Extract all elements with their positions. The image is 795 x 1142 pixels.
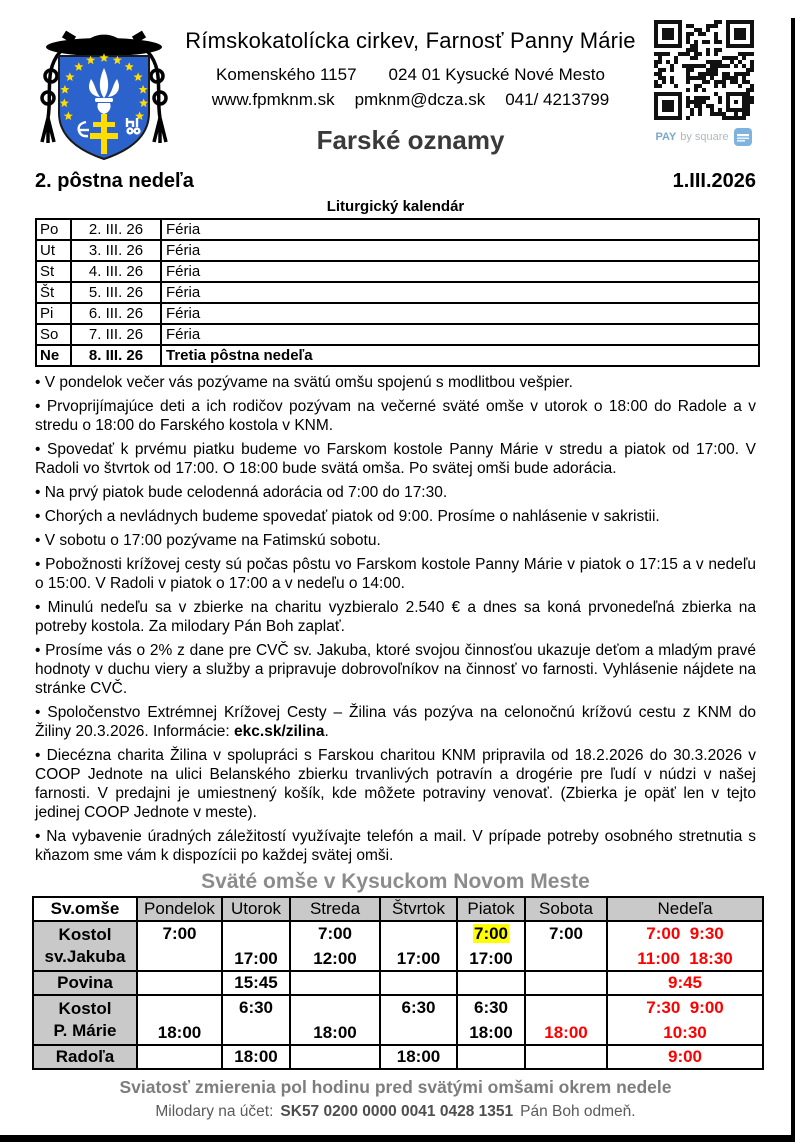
mass-col-header: Sv.omše — [33, 897, 137, 921]
announcement: • V pondelok večer vás pozývame na svätú omšu spojenú s modlitbou vešpier. — [35, 374, 573, 391]
calendar-day: Po — [36, 219, 71, 240]
calendar-feast: Féria — [161, 219, 759, 240]
calendar-title: Liturgický kalendár — [326, 198, 465, 215]
highlighted-time: 7:00 — [473, 924, 509, 943]
calendar-row — [36, 303, 759, 324]
liturgical-calendar-table — [35, 218, 760, 367]
calendar-feast: Féria — [161, 303, 759, 324]
bulletin-title: Farské oznamy — [316, 125, 505, 155]
calendar-day: St — [36, 261, 71, 282]
announcement-text: • Spoločenstvo Extrémnej Krížovej Cesty – Žilina vás pozýva na celonočnú krížovú cestu z KNM do Žiliny 20.3.2026. Informácie: — [35, 704, 756, 740]
calendar-date: 7. III. 26 — [71, 324, 161, 345]
calendar-day: Pi — [36, 303, 71, 324]
mass-col-header: Streda — [290, 897, 380, 921]
city: 024 01 Kysucké Nové Mesto — [388, 65, 605, 84]
mass-time-cell-highlighted: 7:00 17:00 — [457, 921, 525, 971]
mass-row-jakub — [33, 921, 763, 971]
mass-row-povina — [33, 971, 763, 995]
calendar-feast: Féria — [161, 240, 759, 261]
mass-time-cell — [380, 971, 457, 995]
mass-time-cell — [290, 1045, 380, 1069]
mass-time-cell: 7:00 — [137, 921, 222, 971]
announcement-text: . — [324, 723, 329, 740]
calendar-row — [36, 282, 759, 303]
mass-row-label: Povina — [33, 971, 137, 995]
announcement: • V sobotu o 17:00 pozývame na Fatimskú sobotu. — [35, 532, 381, 549]
mass-time-cell: 15:45 — [222, 971, 290, 995]
announcement — [35, 703, 756, 741]
announcement: • Diecézna charita Žilina v spolupráci s Farskou charitou KNM pripravila od 18.2.2026 do 30.3.2026 v COOP Jednote na ulici Belanského zbierku trvanlivých potravín a drogérie pre ľudí v núdzi v našej farnosti. V predajni je umiestnený košík, kde môžete potraviny venovať. (Zbierka je opäť len v tejto jedinej COOP Jednote v meste). — [35, 747, 756, 821]
mass-schedule-table — [32, 896, 764, 1070]
announcements — [35, 373, 756, 865]
mass-time-cell — [525, 1045, 607, 1069]
calendar-feast: Féria — [161, 282, 759, 303]
calendar-feast: Féria — [161, 324, 759, 345]
pay-label-bold: PAY — [655, 131, 677, 143]
mass-col-header: Sobota — [525, 897, 607, 921]
calendar-date: 2. III. 26 — [71, 219, 161, 240]
mass-row-label: Kostol P. Márie — [33, 995, 137, 1045]
parish-coat-of-arms — [33, 18, 175, 168]
donation-suffix: Pán Boh odmeň. — [520, 1103, 636, 1120]
pay-card-icon — [733, 127, 753, 147]
announcement: • Na vybavenie úradných záležitostí využívajte telefón a mail. V prípade potreby osobného stretnutia s kňazom sme vám k dispozícii po každej svätej omši. — [35, 828, 756, 864]
mass-schedule-title: Sväté omše v Kysuckom Novom Meste — [201, 870, 590, 893]
donation-line — [35, 1103, 756, 1121]
announcement: • Prvoprijímajúce deti a ich rodičov pozývam na večerné sväté omše v utorok o 18:00 do Radole a v stredu o 18:00 do Farského kostola v KNM. — [35, 398, 756, 434]
calendar-date: 4. III. 26 — [71, 261, 161, 282]
mass-time-cell: 6:30 — [380, 995, 457, 1045]
calendar-day: So — [36, 324, 71, 345]
mass-row-radola — [33, 1045, 763, 1069]
mass-time-cell: 18:00 — [137, 995, 222, 1045]
calendar-day: Št — [36, 282, 71, 303]
mass-row-label: Radoľa — [33, 1045, 137, 1069]
mass-time-cell-sunday: 7:00 9:30 11:00 18:30 — [607, 921, 763, 971]
calendar-day: Ut — [36, 240, 71, 261]
mass-time-cell — [137, 1045, 222, 1069]
pay-by-square-block — [652, 20, 756, 147]
org-contacts — [183, 90, 638, 110]
calendar-row — [36, 219, 759, 240]
mass-time-cell: 18:00 — [222, 1045, 290, 1069]
calendar-row-sunday — [36, 345, 759, 366]
mass-time-cell-sunday: 9:00 — [607, 1045, 763, 1069]
phone: 041/ 4213799 — [505, 90, 610, 109]
calendar-feast: Tretia pôstna nedeľa — [161, 345, 759, 366]
mass-row-marie — [33, 995, 763, 1045]
header — [35, 18, 756, 170]
calendar-date: 6. III. 26 — [71, 303, 161, 324]
org-name: Rímskokatolícka cirkev, Farnosť Panny Márie — [185, 28, 636, 53]
street: Komenského 1157 — [216, 65, 357, 84]
mass-time-cell — [525, 971, 607, 995]
donation-label: Milodary na účet: — [155, 1103, 274, 1120]
calendar-feast: Féria — [161, 261, 759, 282]
mass-time-cell — [137, 971, 222, 995]
pay-label-rest: by square — [680, 131, 729, 143]
iban: SK57 0200 0000 0041 0428 1351 — [280, 1103, 514, 1120]
mass-col-header: Piatok — [457, 897, 525, 921]
announcement: • Na prvý piatok bude celodenná adorácia od 7:00 do 17:30. — [35, 484, 448, 501]
pay-by-square-label — [652, 127, 756, 147]
announcement: • Chorých a nevládnych budeme spovedať piatok od 9:00. Prosíme o nahlásenie v sakristii. — [35, 508, 660, 525]
mass-time-cell — [290, 971, 380, 995]
calendar-row — [36, 261, 759, 282]
calendar-row — [36, 240, 759, 261]
qr-code — [652, 20, 756, 120]
mass-header-row — [33, 897, 763, 921]
website: www.fpmknm.sk — [211, 90, 335, 109]
mass-time-cell-sunday: 7:30 9:00 10:30 — [607, 995, 763, 1045]
mass-time-cell: 17:00 — [380, 921, 457, 971]
mass-time-cell: 6:30 — [222, 995, 290, 1045]
bulletin-date: 1.III.2026 — [672, 170, 756, 192]
mass-col-header: Utorok — [222, 897, 290, 921]
mass-time-cell: 18:00 — [525, 995, 607, 1045]
mass-time-cell: 18:00 — [380, 1045, 457, 1069]
sunday-name: 2. pôstna nedeľa — [35, 170, 194, 192]
mass-time-cell: 7:00 — [525, 921, 607, 971]
mass-time-cell: 7:00 12:00 — [290, 921, 380, 971]
coat-of-arms-graphic — [33, 18, 175, 168]
mass-time-cell — [457, 971, 525, 995]
announcement: • Minulú nedeľu sa v zbierke na charitu vyzbieralo 2.540 € a dnes sa koná prvonedeľná zbierka na potreby kostola. Za milodary Pán Boh zaplať. — [35, 599, 756, 635]
mass-time-cell: 6:30 18:00 — [457, 995, 525, 1045]
mass-col-header: Pondelok — [137, 897, 222, 921]
mass-time-cell — [457, 1045, 525, 1069]
sunday-date-row — [35, 170, 756, 193]
email: pmknm@dcza.sk — [354, 90, 486, 109]
confession-note: Sviatosť zmierenia pol hodinu pred svätými omšami okrem nedele — [119, 1077, 672, 1097]
org-address — [183, 65, 638, 85]
ekc-link-text: ekc.sk/zilina — [234, 723, 325, 740]
mass-col-header: Štvrtok — [380, 897, 457, 921]
announcement: • Spovedať k prvému piatku budeme vo Farskom kostole Panny Márie v stredu a piatok od 17:00. V Radoli vo štvrtok od 17:00. O 18:00 bude svätá omša. Po svätej omši bude adorácia. — [35, 441, 756, 477]
mass-row-label: Kostol sv.Jakuba — [33, 921, 137, 971]
calendar-day: Ne — [36, 345, 71, 366]
mass-time-cell-sunday: 9:45 — [607, 971, 763, 995]
calendar-date: 8. III. 26 — [71, 345, 161, 366]
announcement: • Prosíme vás o 2% z dane pre CVČ sv. Jakuba, ktoré svojou činnosťou ukazuje deťom a mladým pravé hodnoty v duchu viery a služby a pripravuje dobrovoľníkov na činnosť vo farnosti. Vyhlásenie nájdete na stránke CVČ. — [35, 642, 756, 697]
mass-time-cell: 17:00 — [222, 921, 290, 971]
mass-time-cell: 18:00 — [290, 995, 380, 1045]
calendar-date: 5. III. 26 — [71, 282, 161, 303]
announcement: • Pobožnosti krížovej cesty sú počas pôstu vo Farskom kostole Panny Márie v piatok o 17:15 a v nedeľu o 15:00. V Radoli v piatok o 17:00 a v nedeľu o 14:00. — [35, 556, 756, 592]
calendar-row — [36, 324, 759, 345]
calendar-date: 3. III. 26 — [71, 240, 161, 261]
mass-col-header: Nedeľa — [607, 897, 763, 921]
